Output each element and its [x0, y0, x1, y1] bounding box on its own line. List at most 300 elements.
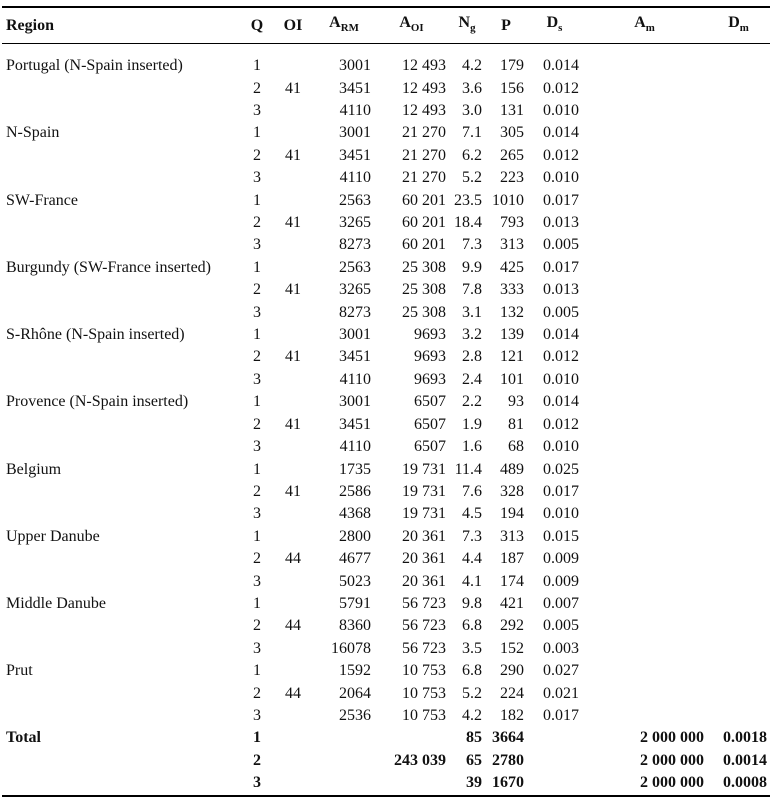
- cell-a_rm: 3001: [339, 124, 371, 142]
- cell-region: N-Spain: [6, 124, 60, 142]
- cell-q: 2: [253, 348, 261, 366]
- cell-a_rm: 2536: [339, 706, 371, 724]
- cell-a_oi: 60 201: [402, 214, 446, 232]
- cell-a_oi: 20 361: [402, 527, 446, 545]
- cell-region: Prut: [6, 662, 33, 680]
- cell-d_m: [707, 257, 770, 279]
- cell-oi: [272, 302, 314, 324]
- cell-p: 421: [500, 594, 524, 612]
- cell-p: 152: [500, 639, 524, 657]
- cell-q: 3: [253, 370, 261, 388]
- cell-n_g: 6.8: [462, 662, 482, 680]
- cell-oi: [272, 369, 314, 391]
- table-row: [2, 459, 770, 481]
- cell-d_s: 0.009: [543, 550, 579, 568]
- cell-q: 1: [253, 729, 261, 747]
- header-label: N: [458, 14, 471, 31]
- cell-p: 1670: [492, 774, 524, 792]
- cell-d_s: 0.012: [543, 79, 579, 97]
- cell-a_m: [582, 346, 707, 368]
- cell-d_s: 0.021: [543, 684, 579, 702]
- cell-d_s: 0.003: [543, 639, 579, 657]
- cell-oi: [272, 772, 314, 795]
- cell-a_oi: [374, 727, 449, 749]
- cell-a_m: [582, 302, 707, 324]
- cell-n_g: 7.3: [462, 236, 482, 254]
- table-row: [2, 503, 770, 525]
- cell-q: 3: [253, 169, 261, 187]
- cell-q: 1: [253, 594, 261, 612]
- cell-region: [2, 414, 242, 436]
- cell-d_m: [707, 324, 770, 346]
- cell-p: 224: [500, 684, 524, 702]
- table-row: [2, 346, 770, 368]
- cell-d_m: [707, 100, 770, 122]
- cell-n_g: 2.2: [462, 393, 482, 411]
- table-row: [2, 615, 770, 637]
- cell-n_g: 9.8: [462, 594, 482, 612]
- cell-region: [2, 436, 242, 458]
- cell-a_oi: 25 308: [402, 258, 446, 276]
- cell-oi: [272, 436, 314, 458]
- cell-d_m: [707, 279, 770, 301]
- cell-d_s: 0.017: [543, 258, 579, 276]
- cell-a_rm: 1592: [339, 662, 371, 680]
- cell-oi: 41: [285, 281, 301, 299]
- cell-p: 265: [500, 146, 524, 164]
- cell-n_g: 5.2: [462, 169, 482, 187]
- table-body: [2, 44, 770, 796]
- cell-region: [2, 481, 242, 503]
- cell-a_rm: 2563: [339, 191, 371, 209]
- cell-p: 139: [500, 326, 524, 344]
- cell-a_rm: 8360: [339, 617, 371, 635]
- cell-region: [2, 615, 242, 637]
- header-label: A: [634, 14, 646, 31]
- cell-d_m: [707, 705, 770, 727]
- cell-d_s: 0.014: [543, 124, 579, 142]
- cell-region: [2, 683, 242, 705]
- column-header-q: [242, 7, 272, 44]
- cell-oi: [272, 638, 314, 660]
- header-subscript: g: [470, 22, 476, 35]
- cell-d_s: 0.005: [543, 236, 579, 254]
- cell-a_oi: 10 753: [402, 706, 446, 724]
- cell-p: 156: [500, 79, 524, 97]
- cell-a_rm: 3001: [339, 393, 371, 411]
- cell-oi: [272, 234, 314, 256]
- cell-d_m: [707, 660, 770, 682]
- cell-a_rm: [314, 727, 374, 749]
- cell-a_rm: 3265: [339, 214, 371, 232]
- cell-d_m: [707, 212, 770, 234]
- cell-a_rm: 5023: [339, 572, 371, 590]
- cell-a_rm: 4677: [339, 550, 371, 568]
- table-row: [2, 571, 770, 593]
- cell-d_s: 0.010: [543, 505, 579, 523]
- cell-d_m: [707, 615, 770, 637]
- cell-a_m: [582, 100, 707, 122]
- cell-d_s: 0.009: [543, 572, 579, 590]
- cell-region: [2, 571, 242, 593]
- cell-d_s: 0.012: [543, 146, 579, 164]
- cell-n_g: 7.6: [462, 482, 482, 500]
- cell-n_g: 4.1: [462, 572, 482, 590]
- cell-a_oi: 12 493: [402, 79, 446, 97]
- cell-d_m: [707, 436, 770, 458]
- cell-region: [2, 234, 242, 256]
- cell-p: 93: [508, 393, 524, 411]
- cell-d_m: 0.0014: [723, 751, 767, 769]
- cell-region: [2, 750, 242, 772]
- cell-d_m: [707, 44, 770, 78]
- cell-d_s: 0.017: [543, 191, 579, 209]
- cell-a_m: [582, 459, 707, 481]
- cell-q: 3: [253, 774, 261, 792]
- cell-region: [2, 369, 242, 391]
- cell-p: 81: [508, 415, 524, 433]
- cell-a_oi: 19 731: [402, 482, 446, 500]
- table-row: [2, 436, 770, 458]
- cell-a_m: [582, 369, 707, 391]
- cell-region: Upper Danube: [6, 527, 100, 545]
- cell-region: [2, 548, 242, 570]
- cell-n_g: 3.6: [462, 79, 482, 97]
- cell-a_m: [582, 391, 707, 413]
- cell-q: 3: [253, 639, 261, 657]
- cell-a_m: [582, 548, 707, 570]
- cell-a_oi: 9693: [414, 348, 446, 366]
- table-row: [2, 44, 770, 78]
- cell-region: [2, 145, 242, 167]
- cell-oi: [272, 459, 314, 481]
- cell-n_g: 39: [466, 774, 482, 792]
- cell-oi: [272, 324, 314, 346]
- cell-p: 313: [500, 527, 524, 545]
- column-header-a_rm: [314, 7, 374, 44]
- cell-a_rm: 4110: [339, 438, 371, 456]
- cell-a_m: [582, 593, 707, 615]
- cell-oi: 41: [285, 415, 301, 433]
- cell-region: [2, 638, 242, 660]
- table-row: [2, 638, 770, 660]
- cell-d_s: 0.010: [543, 102, 579, 119]
- table-row: [2, 100, 770, 122]
- cell-d_m: [707, 234, 770, 256]
- table-row: [2, 727, 770, 749]
- cell-d_s: 0.012: [543, 415, 579, 433]
- cell-q: 3: [253, 505, 261, 523]
- cell-a_oi: 6507: [414, 393, 446, 411]
- cell-n_g: 3.0: [462, 102, 482, 119]
- cell-n_g: 4.2: [462, 57, 482, 75]
- table-row: [2, 302, 770, 324]
- cell-q: 1: [253, 527, 261, 545]
- cell-q: 1: [253, 57, 261, 75]
- cell-d_m: [707, 593, 770, 615]
- cell-d_m: [707, 459, 770, 481]
- cell-d_s: 0.005: [543, 617, 579, 635]
- cell-oi: 44: [285, 617, 301, 635]
- cell-a_oi: 21 270: [402, 124, 446, 142]
- cell-q: 1: [253, 258, 261, 276]
- cell-n_g: 2.8: [462, 348, 482, 366]
- cell-n_g: 7.3: [462, 527, 482, 545]
- cell-a_oi: 60 201: [402, 236, 446, 254]
- cell-oi: [272, 100, 314, 122]
- cell-n_g: 4.4: [462, 550, 482, 568]
- cell-a_rm: 16078: [331, 639, 371, 657]
- cell-a_oi: 56 723: [402, 639, 446, 657]
- cell-a_m: [582, 526, 707, 548]
- cell-a_oi: 243 039: [394, 751, 446, 769]
- cell-a_rm: 3001: [339, 326, 371, 344]
- cell-region: [2, 772, 242, 795]
- cell-region: [2, 279, 242, 301]
- cell-p: 489: [500, 460, 524, 478]
- cell-a_oi: 19 731: [402, 505, 446, 523]
- cell-p: 290: [500, 662, 524, 680]
- header-label: D: [728, 14, 740, 31]
- cell-oi: [272, 257, 314, 279]
- cell-d_m: 0.0018: [723, 729, 767, 747]
- cell-a_m: [582, 705, 707, 727]
- cell-n_g: 23.5: [454, 191, 482, 209]
- cell-a_oi: 10 753: [402, 662, 446, 680]
- cell-a_oi: 56 723: [402, 617, 446, 635]
- cell-q: 2: [253, 79, 261, 97]
- cell-a_rm: 3265: [339, 281, 371, 299]
- cell-n_g: 2.4: [462, 370, 482, 388]
- cell-n_g: 3.2: [462, 326, 482, 344]
- cell-n_g: 1.9: [462, 415, 482, 433]
- cell-a_rm: 2586: [339, 482, 371, 500]
- cell-a_m: [582, 503, 707, 525]
- cell-oi: [272, 750, 314, 772]
- cell-p: 187: [500, 550, 524, 568]
- cell-q: 2: [253, 482, 261, 500]
- cell-d_m: [707, 369, 770, 391]
- cell-a_rm: 1735: [339, 460, 371, 478]
- cell-a_rm: 3451: [339, 415, 371, 433]
- cell-n_g: 7.8: [462, 281, 482, 299]
- cell-a_oi: 56 723: [402, 594, 446, 612]
- cell-d_s: 0.013: [543, 281, 579, 299]
- cell-n_g: 4.5: [462, 505, 482, 523]
- regions-data-table: [2, 6, 770, 797]
- table-header: [2, 7, 770, 44]
- cell-p: 425: [500, 258, 524, 276]
- cell-d_m: [707, 526, 770, 548]
- cell-a_m: 2 000 000: [640, 751, 704, 769]
- cell-oi: [272, 727, 314, 749]
- header-label: Q: [250, 16, 264, 34]
- table-row: [2, 145, 770, 167]
- cell-region: Burgundy (SW-France inserted): [6, 258, 211, 276]
- cell-region: [2, 167, 242, 189]
- cell-p: 194: [500, 505, 524, 523]
- cell-a_m: 2 000 000: [640, 729, 704, 747]
- cell-oi: [272, 44, 314, 78]
- cell-n_g: 85: [466, 729, 482, 747]
- cell-oi: [272, 190, 314, 212]
- column-header-region: [2, 7, 242, 44]
- cell-q: 1: [253, 191, 261, 209]
- header-label: A: [399, 14, 411, 31]
- cell-d_s: 0.014: [543, 57, 579, 75]
- cell-a_oi: 60 201: [402, 191, 446, 209]
- cell-a_m: [582, 234, 707, 256]
- cell-a_rm: 3451: [339, 146, 371, 164]
- header-subscript: RM: [340, 22, 359, 35]
- cell-region: Total: [6, 729, 41, 747]
- cell-a_rm: 4110: [339, 102, 371, 119]
- table-row: [2, 212, 770, 234]
- cell-d_s: 0.005: [543, 303, 579, 321]
- cell-d_m: [707, 683, 770, 705]
- table-row: [2, 683, 770, 705]
- cell-oi: 41: [285, 79, 301, 97]
- table-row: [2, 167, 770, 189]
- cell-a_rm: 3001: [339, 57, 371, 75]
- cell-q: 2: [253, 751, 261, 769]
- cell-a_oi: 21 270: [402, 146, 446, 164]
- cell-region: [2, 302, 242, 324]
- table-row: [2, 414, 770, 436]
- cell-d_s: 0.017: [543, 706, 579, 724]
- cell-p: 1010: [492, 191, 524, 209]
- column-header-oi: [272, 7, 314, 44]
- cell-q: 3: [253, 102, 261, 119]
- cell-n_g: 6.8: [462, 617, 482, 635]
- cell-n_g: 3.5: [462, 639, 482, 657]
- cell-a_m: [582, 78, 707, 100]
- cell-region: [2, 705, 242, 727]
- cell-q: 2: [253, 281, 261, 299]
- cell-p: 292: [500, 617, 524, 635]
- cell-q: 2: [253, 146, 261, 164]
- cell-q: 2: [253, 214, 261, 232]
- cell-p: 3664: [492, 729, 524, 747]
- cell-a_oi: 12 493: [402, 57, 446, 75]
- column-header-a_oi: [374, 7, 449, 44]
- cell-p: 328: [500, 482, 524, 500]
- cell-p: 101: [500, 370, 524, 388]
- cell-q: 1: [253, 460, 261, 478]
- cell-a_m: [582, 212, 707, 234]
- cell-a_rm: 8273: [339, 236, 371, 254]
- cell-region: [2, 78, 242, 100]
- cell-a_oi: 20 361: [402, 550, 446, 568]
- cell-n_g: 7.1: [462, 124, 482, 142]
- cell-a_rm: [314, 750, 374, 772]
- cell-d_m: [707, 391, 770, 413]
- cell-region: [2, 212, 242, 234]
- header-label: Region: [6, 16, 54, 34]
- cell-a_m: [582, 615, 707, 637]
- cell-a_m: [582, 44, 707, 78]
- cell-p: 223: [500, 169, 524, 187]
- cell-d_m: [707, 638, 770, 660]
- cell-a_oi: 25 308: [402, 281, 446, 299]
- cell-p: 793: [500, 214, 524, 232]
- cell-a_m: [582, 683, 707, 705]
- cell-d_s: [527, 750, 582, 772]
- cell-d_m: [707, 167, 770, 189]
- cell-a_oi: 10 753: [402, 684, 446, 702]
- cell-a_rm: 3451: [339, 348, 371, 366]
- cell-a_oi: 6507: [414, 415, 446, 433]
- header-label: OI: [283, 16, 303, 34]
- column-header-a_m: [582, 7, 707, 44]
- cell-n_g: 1.6: [462, 438, 482, 456]
- cell-region: Belgium: [6, 460, 62, 478]
- cell-oi: 41: [285, 348, 301, 366]
- cell-q: 2: [253, 415, 261, 433]
- table-row: [2, 526, 770, 548]
- table-row: [2, 548, 770, 570]
- header-subscript: OI: [410, 22, 424, 35]
- table-row: [2, 190, 770, 212]
- table-row: [2, 593, 770, 615]
- cell-n_g: 6.2: [462, 146, 482, 164]
- cell-a_oi: 25 308: [402, 303, 446, 321]
- cell-q: 1: [253, 124, 261, 142]
- cell-a_m: [582, 145, 707, 167]
- cell-a_oi: 9693: [414, 370, 446, 388]
- cell-d_s: 0.025: [543, 460, 579, 478]
- cell-a_m: [582, 279, 707, 301]
- column-header-n_g: [449, 7, 485, 44]
- cell-d_s: 0.027: [543, 662, 579, 680]
- cell-oi: [272, 593, 314, 615]
- cell-region: [2, 100, 242, 122]
- cell-a_rm: 4368: [339, 505, 371, 523]
- cell-d_s: 0.010: [543, 438, 579, 456]
- table-row: [2, 122, 770, 144]
- cell-a_oi: 20 361: [402, 572, 446, 590]
- cell-q: 3: [253, 572, 261, 590]
- cell-a_oi: [374, 772, 449, 795]
- cell-d_m: [707, 548, 770, 570]
- cell-q: 2: [253, 617, 261, 635]
- cell-oi: [272, 526, 314, 548]
- cell-d_m: [707, 122, 770, 144]
- cell-a_rm: 3451: [339, 79, 371, 97]
- cell-d_s: 0.014: [543, 326, 579, 344]
- column-header-p: [485, 7, 527, 44]
- cell-n_g: 18.4: [454, 214, 482, 232]
- cell-a_rm: 2563: [339, 258, 371, 276]
- table-row: [2, 234, 770, 256]
- cell-p: 182: [500, 706, 524, 724]
- cell-p: 131: [500, 102, 524, 119]
- cell-a_m: [582, 436, 707, 458]
- table-row: [2, 772, 770, 795]
- cell-oi: [272, 391, 314, 413]
- cell-d_m: [707, 302, 770, 324]
- cell-region: Middle Danube: [6, 594, 106, 612]
- cell-q: 3: [253, 706, 261, 724]
- cell-d_m: [707, 414, 770, 436]
- table-row: [2, 324, 770, 346]
- cell-d_m: [707, 571, 770, 593]
- cell-d_m: 0.0008: [723, 774, 767, 792]
- cell-d_m: [707, 190, 770, 212]
- header-subscript: s: [558, 22, 563, 35]
- column-header-d_s: [527, 7, 582, 44]
- cell-d_m: [707, 503, 770, 525]
